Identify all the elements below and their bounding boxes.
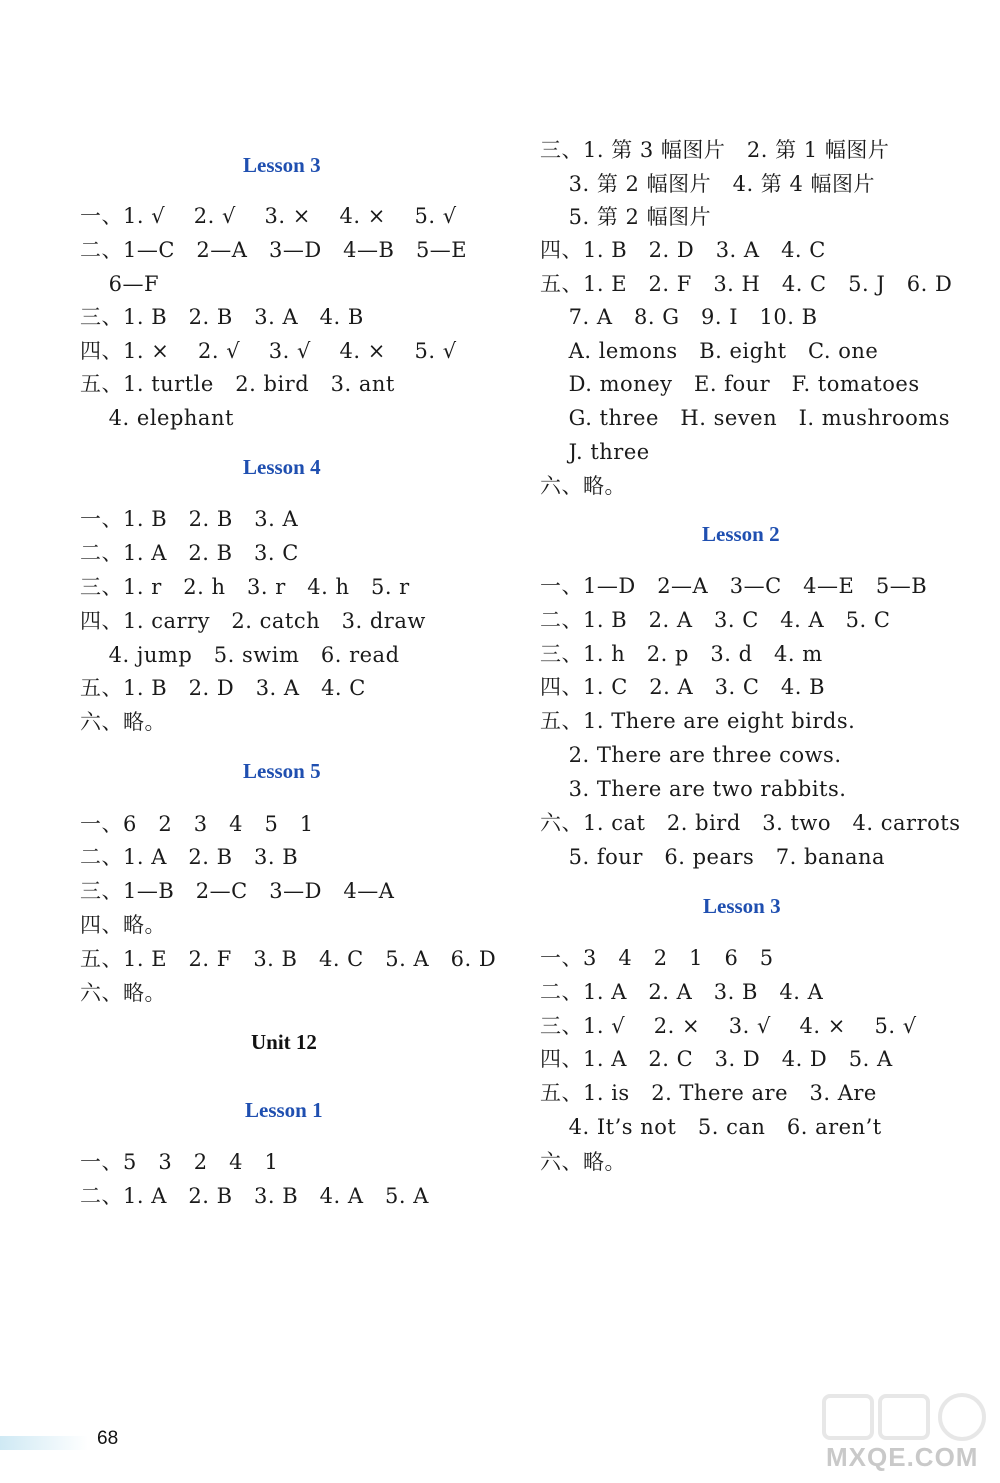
answer-line: 4. It’s not 5. can 6. aren’t xyxy=(540,1115,882,1139)
answer-line: 一、5 3 2 4 1 xyxy=(80,1150,279,1174)
answer-line: 五、1. is 2. There are 3. Are xyxy=(540,1081,877,1105)
lesson-heading: Lesson 3 xyxy=(243,153,321,177)
answer-line: 六、略。 xyxy=(540,1150,626,1174)
answer-line: 3. There are two rabbits. xyxy=(540,777,847,801)
answer-line: 三、1—B 2—C 3—D 4—A xyxy=(80,879,395,903)
answer-line: 一、1. B 2. B 3. A xyxy=(80,507,299,531)
answer-line: 6—F xyxy=(80,272,160,296)
answer-line: 五、1. E 2. F 3. H 4. C 5. J 6. D xyxy=(540,272,953,296)
answer-line: 三、1. √ 2. × 3. √ 4. × 5. √ xyxy=(540,1014,917,1038)
answer-line: 2. There are three cows. xyxy=(540,743,842,767)
answer-line: 4. jump 5. swim 6. read xyxy=(80,643,400,667)
answer-line: 四、1. B 2. D 3. A 4. C xyxy=(540,238,826,262)
answer-line: J. three xyxy=(540,440,650,464)
answer-line: 5. 第 2 幅图片 xyxy=(540,205,712,229)
lesson-heading: Lesson 4 xyxy=(243,455,321,479)
answer-line: 二、1—C 2—A 3—D 4—B 5—E xyxy=(80,238,468,262)
answer-line: 五、1. E 2. F 3. B 4. C 5. A 6. D xyxy=(80,947,497,971)
answer-line: 四、1. C 2. A 3. C 4. B xyxy=(540,675,826,699)
answer-line: G. three H. seven I. mushrooms xyxy=(540,406,950,430)
answer-line: 六、1. cat 2. bird 3. two 4. carrots xyxy=(540,811,961,835)
answer-line: 一、3 4 2 1 6 5 xyxy=(540,946,774,970)
answer-line: 一、1—D 2—A 3—C 4—E 5—B xyxy=(540,574,928,598)
answer-line: 二、1. A 2. A 3. B 4. A xyxy=(540,980,824,1004)
lesson-heading: Lesson 1 xyxy=(245,1098,323,1122)
answer-line: 三、1. h 2. p 3. d 4. m xyxy=(540,642,823,666)
answer-line: 3. 第 2 幅图片 4. 第 4 幅图片 xyxy=(540,172,876,196)
answer-line: 三、1. 第 3 幅图片 2. 第 1 幅图片 xyxy=(540,138,890,162)
answer-line: 五、1. B 2. D 3. A 4. C xyxy=(80,676,366,700)
answer-line: 二、1. B 2. A 3. C 4. A 5. C xyxy=(540,608,891,632)
answer-line: 一、6 2 3 4 5 1 xyxy=(80,812,314,836)
lesson-heading: Lesson 3 xyxy=(703,894,781,918)
answer-line: 六、略。 xyxy=(80,981,166,1005)
watermark-text: MXQE.COM xyxy=(826,1442,979,1472)
answer-line: 四、略。 xyxy=(80,913,166,937)
unit-heading: Unit 12 xyxy=(251,1030,317,1054)
answer-line: 7. A 8. G 9. I 10. B xyxy=(540,305,818,329)
answer-line: 四、1. carry 2. catch 3. draw xyxy=(80,609,426,633)
answer-line: 四、1. A 2. C 3. D 4. D 5. A xyxy=(540,1047,893,1071)
answer-line: 六、略。 xyxy=(540,474,626,498)
answer-line: 四、1. × 2. √ 3. √ 4. × 5. √ xyxy=(80,339,457,363)
answer-line: 二、1. A 2. B 3. B 4. A 5. A xyxy=(80,1184,429,1208)
answer-line: 4. elephant xyxy=(80,406,234,430)
answer-line: 六、略。 xyxy=(80,710,166,734)
answer-line: 五、1. There are eight birds. xyxy=(540,709,856,733)
answer-line: 一、1. √ 2. √ 3. × 4. × 5. √ xyxy=(80,204,457,228)
answer-line: 二、1. A 2. B 3. B xyxy=(80,845,299,869)
lesson-heading: Lesson 2 xyxy=(702,522,780,546)
lesson-heading: Lesson 5 xyxy=(243,759,321,783)
answer-line: 三、1. B 2. B 3. A 4. B xyxy=(80,305,364,329)
page-number: 68 xyxy=(97,1428,119,1449)
answer-line: 三、1. r 2. h 3. r 4. h 5. r xyxy=(80,575,410,599)
page-corner-decoration xyxy=(0,1436,88,1450)
answer-line: 5. four 6. pears 7. banana xyxy=(540,845,886,869)
answer-line: 二、1. A 2. B 3. C xyxy=(80,541,299,565)
answer-line: 五、1. turtle 2. bird 3. ant xyxy=(80,372,395,396)
answer-line: D. money E. four F. tomatoes xyxy=(540,372,920,396)
answer-line: A. lemons B. eight C. one xyxy=(540,339,879,363)
